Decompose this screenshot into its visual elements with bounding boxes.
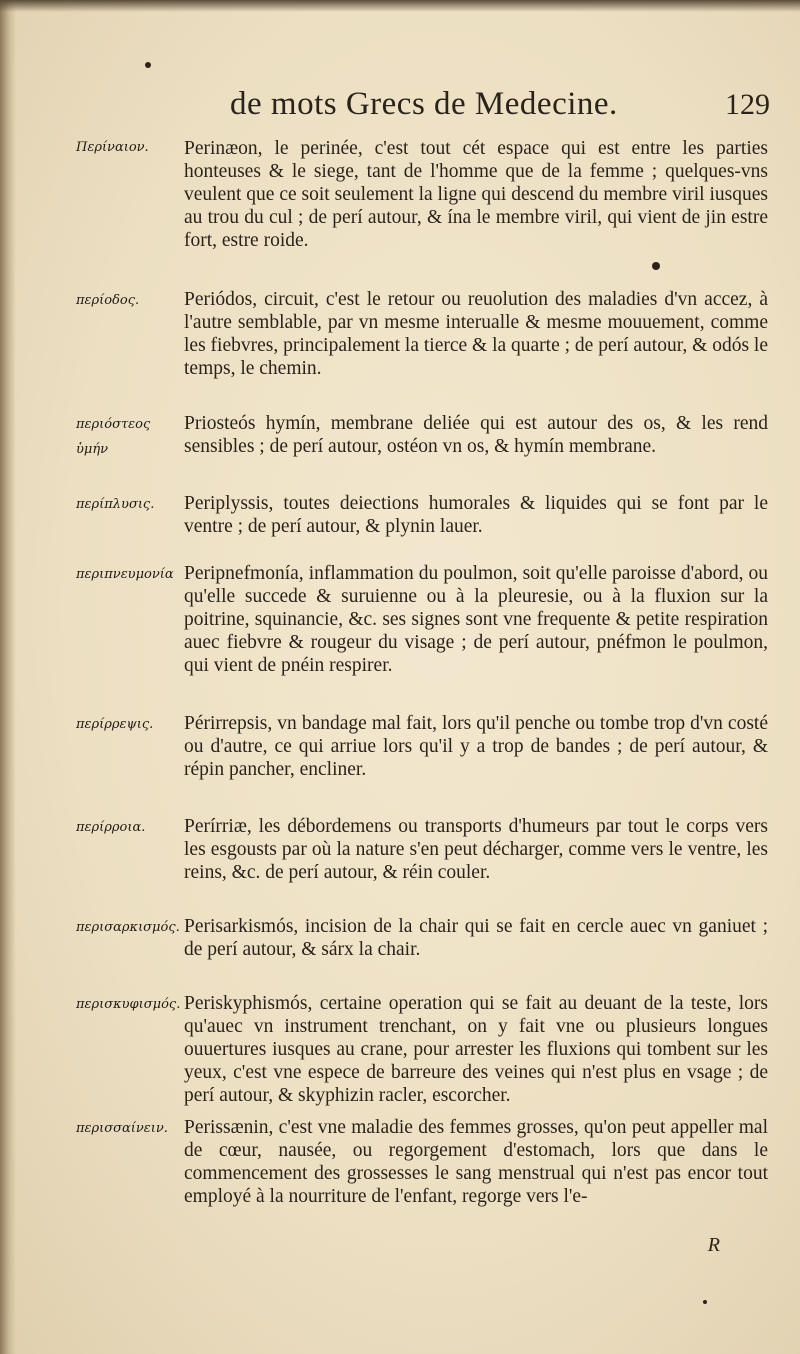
entry-definition: Périrrepsis, vn bandage mal fait, lors qu'il penche ou tombe trop d'vn costé ou d'autre, ce qui arriue lors qu'il y a trop de bandes ; de perí autour, & répin pancher, encliner.: [184, 713, 768, 780]
entry-definition: Perírriæ, les débordemens ou transports d'humeurs par tout le corps vers les esgousts par où la nature s'en peut décharger, comme vers le ventre, les reins, &c. de perí autour, & réin couler.: [184, 816, 768, 883]
entry-definition: Perinæon, le perinée, c'est tout cét espace qui est entre les parties honteuses & le siege, tant de l'homme que de la femme ; quelques-vns veulent que ce soit seulement la ligne qui descend du membre viril iusques au trou du cul ; de perí autour, & ína le membre viril, qui vient de jin estre fort, estre roide.: [184, 138, 768, 251]
running-title: de mots Grecs de Medecine.: [230, 86, 618, 122]
greek-headword: περισσαίνειν.: [76, 1121, 168, 1136]
greek-headword: περίρρεψις.: [76, 717, 154, 732]
greek-headword: περισαρκισμός.: [76, 920, 180, 935]
greek-headword: περισκυφισμός.: [76, 997, 181, 1012]
ink-speck: [703, 1300, 707, 1304]
greek-headword: περίρροια.: [76, 820, 146, 835]
page-number: 129: [725, 88, 770, 121]
greek-headword: περίοδος.: [76, 293, 140, 308]
page-binding-edge: [0, 0, 16, 1354]
catchword: R: [707, 1234, 720, 1256]
ink-speck: [652, 262, 660, 270]
entry-definition: Periskyphismós, certaine operation qui se fait au deuant de la teste, lors qu'auec vn instrument trenchant, on y fait vne ou plusieurs longues ouuertures iusques au crane, pour arrester les fluxions qui tombent sur les yeux, c'est vne espece de barreure des veines qui n'est plus en vsage ; de perí autour, & skyphizin racler, escorcher.: [184, 993, 768, 1106]
running-header: [230, 86, 770, 130]
entry-definition: Perissænin, c'est vne maladie des femmes grosses, qu'on peut appeller mal de cœur, nausée, ou regorgement d'estomach, lors que dans le commencement des grossesses le sang menstrual qui n'est pas encor tout employé à la nourriture de l'enfant, regorge vers l'e-: [184, 1117, 768, 1207]
ink-speck: [145, 62, 151, 68]
entry-definition: Periódos, circuit, c'est le retour ou reuolution des maladies d'vn accez, à l'autre semblable, par vn mesme interualle & mesme mouuement, comme les fiebvres, principalement la tierce & la quarte ; de perí autour, & odós le temps, le chemin.: [184, 289, 769, 379]
greek-headword: περιπνευμονία: [76, 567, 174, 582]
entry-definition: Periplyssis, toutes deiections humorales & liquides qui se font par le ventre ; de perí autour, & plynin lauer.: [184, 493, 768, 537]
greek-headword: περιόστεος ὑμήν: [76, 417, 151, 457]
greek-headword: περίπλυσις.: [76, 497, 155, 512]
entry-definition: Perisarkismós, incision de la chair qui se fait en cercle auec vn ganiuet ; de perí autour, & sárx la chair.: [184, 916, 768, 960]
page-top-edge: [0, 0, 800, 12]
entry-definition: Priosteós hymín, membrane deliée qui est autour des os, & les rend sensibles ; de perí autour, ostéon vn os, & hymín membrane.: [184, 413, 768, 457]
greek-headword: Περίναιον.: [76, 140, 149, 155]
entry-definition: Peripnefmonía, inflammation du poulmon, soit qu'elle paroisse d'abord, ou qu'elle succede & suruienne ou à la pleuresie, ou à la fluxion sur la poitrine, squinancie, &c. ses signes sont vne frequente & petite respiration auec fiebvre & rougeur du visage ; de perí autour, pnéfmon le poulmon, qui vient de pnéin respirer.: [184, 563, 768, 676]
